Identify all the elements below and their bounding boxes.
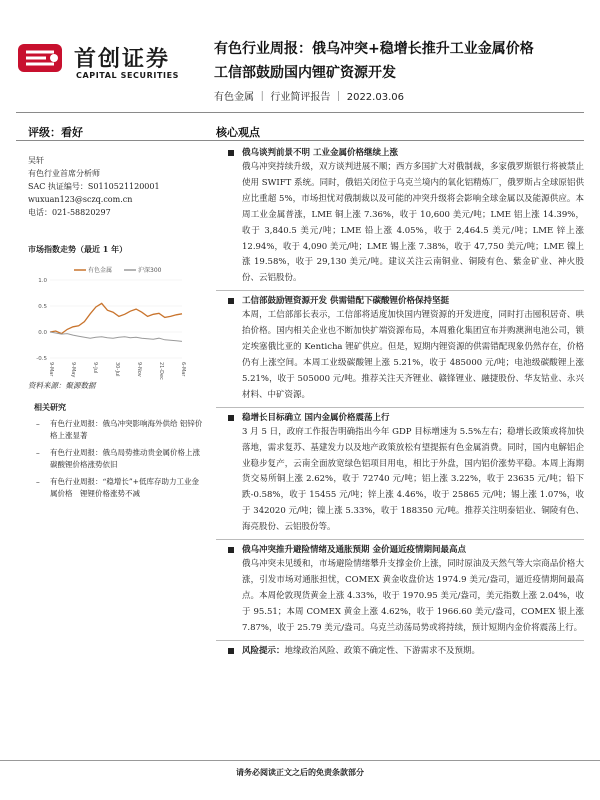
- section-heading: 稳增长目标确立 国内金属价格震荡上行: [216, 411, 584, 425]
- section-separator: [216, 539, 584, 540]
- related-item[interactable]: – 有色行业周报：俄乌局势推动贵金属价格上涨 碳酸锂价格涨势依旧: [36, 448, 200, 469]
- y-tick-label: 0.0: [38, 330, 47, 336]
- rating: [28, 124, 83, 140]
- bullet-square-icon: [228, 298, 234, 304]
- related-research-list: [28, 418, 204, 505]
- section-heading: 俄乌冲突推升避险情绪及通胀预期 金价逼近疫情期间最高点: [216, 543, 584, 557]
- header-divider: [16, 112, 584, 113]
- y-tick-label: 1.0: [38, 278, 47, 284]
- report-title-line2: 工信部鼓励国内锂矿资源开发: [214, 65, 396, 81]
- bullet-square-icon: [228, 648, 234, 654]
- analyst-phone: 电话：021-58820297: [28, 208, 111, 217]
- x-tick-label: 9-Mar: [48, 362, 54, 377]
- x-tick-label: 9-Nov: [136, 362, 142, 377]
- section-body: 本周，工信部部长表示，工信部将适度加快国内锂资源的开发进度，同时打击囤积居奇、哄抬价格。国内相关企业也不断加快扩端资源布局，本周雅化集团宣布并购澳洲电池公司，锁定埃塞俄比亚的 Kenticha 锂矿供应。但是，短期内锂资源的供需错配现象仍然存在，价格仍有上涨空间。本周工业级碳酸锂上涨 5.21%，收于 485000 元/吨；电池级碳酸锂上涨 5.21%，收于 505000 元/吨。推荐关注天齐锂业、赣锋锂业、融捷股份、华友钴业、永兴材料、中矿资源。: [242, 310, 584, 400]
- bullet-square-icon: [228, 415, 234, 421]
- related-research-title: 相关研究: [34, 402, 66, 412]
- rating-label: 评级：: [28, 126, 61, 139]
- analyst-info: [28, 154, 203, 219]
- section-heading: 俄乌谈判前景不明 工业金属价格继续上涨: [216, 146, 584, 160]
- y-tick-label: -0.5: [36, 356, 47, 362]
- analyst-email[interactable]: wuxuan123@sczq.com.cn: [28, 195, 133, 204]
- market-index-chart: [28, 262, 188, 382]
- x-tick-label: 9-Jul: [92, 362, 98, 374]
- rating-value: 看好: [61, 126, 83, 139]
- core-viewpoints-title: 核心观点: [216, 126, 260, 139]
- section-separator: [216, 407, 584, 408]
- section-body: 俄乌冲突未见缓和，市场避险情绪攀升支撑金价上涨，同时原油及天然气等大宗商品价格大涨，引发市场对通胀担忧，COMEX 黄金收盘价达 1974.9 美元/盎司，逼近疫情期间最高点。本周伦敦现货黄金上涨 4.33%，收于 1970.95 美元/盎司，美元指数上涨 2.04%，收于 95.51；本周 COMEX 黄金上涨 4.62%，收于 1966.60 美元/盎司，COMEX 银上涨 7.87%，收于 25.79 美元/盎司。乌克兰动荡局势或将持续，预计短期内金价将震荡上行。: [242, 559, 584, 633]
- related-item[interactable]: – 有色行业周报：“稳增长”+低库存助力工业金属价格 锂锂价格涨势不减: [36, 477, 199, 498]
- legend-label-series-1: 有色金属: [88, 267, 113, 274]
- related-item[interactable]: – 有色行业周报：俄乌冲突影响海外供给 铝锌价格上涨显著: [36, 419, 203, 440]
- bullet-square-icon: [228, 547, 234, 553]
- section-divider: [16, 140, 584, 141]
- legend-label-series-2: 沪深300: [138, 267, 162, 274]
- report-title-line1: 有色行业周报：俄乌冲突+稳增长推升工业金属价格: [214, 41, 534, 57]
- x-tick-label: 21-Dec: [158, 362, 164, 380]
- section-heading: 工信部鼓励锂资源开发 供需错配下碳酸锂价格保持坚挺: [216, 294, 584, 308]
- chart-source: 资料来源：聚源数据: [28, 381, 96, 390]
- core-viewpoints: [216, 146, 584, 658]
- bullet-square-icon: [228, 150, 234, 156]
- chart-title: 市场指数走势（最近 1 年）: [28, 244, 128, 254]
- company-logo: [16, 38, 196, 84]
- section-separator: [216, 640, 584, 641]
- y-tick-label: 0.5: [38, 304, 47, 310]
- footer-disclaimer: 请务必阅读正文之后的免责条款部分: [236, 767, 364, 777]
- x-tick-label: 6-Mar: [180, 362, 186, 377]
- analyst-name: 吴轩: [28, 156, 44, 165]
- capital-securities-logo-icon: [16, 38, 66, 78]
- risk-label: 风险提示：: [242, 645, 285, 656]
- analyst-sac: SAC 执证编号：S0110521120001: [28, 182, 160, 191]
- report-meta: 有色金属 ｜ 行业简评报告 ｜ 2022.03.06: [214, 92, 404, 103]
- x-tick-label: 9-May: [70, 362, 76, 378]
- footer-divider: [0, 760, 600, 761]
- section-body: 俄乌冲突持续升级，双方谈判进展不顺；西方多国扩大对俄制裁，多家俄罗斯银行将被禁止使用 SWIFT 系统。同时，俄铝关闭位于乌克兰境内的氧化铝精炼厂，俄罗斯占全球原铝供应比重超 5%，市场担忧对俄制裁以及可能的冲突升级将会影响全球金属以及能源供应。本周工业金属普涨，LME 铜上涨 7.36%，收于 10,600 美元/吨；LME 铝上涨 14.39%，收于 3,840.5 美元/吨；LME 铅上涨 4.05%，收于 2,464.5 美元/吨；LME 锌上涨 12.94%，收于 4,090 美元/吨；LME 锡上涨 7.38%，收于 47,750 美元/吨；LME 镍上涨 19.58%，收于 29,130 美元/吨。建议关注云南铜业、铜陵有色、紫金矿业、神火股份、云铝股份。: [242, 162, 584, 284]
- section-separator: [216, 290, 584, 291]
- risk-text: 地缘政治风险、政策不确定性、下游需求不及预期。: [284, 645, 481, 656]
- analyst-role: 有色行业首席分析师: [28, 169, 100, 178]
- risk-warning: [216, 644, 584, 658]
- logo-text-en: CAPITAL SECURITIES: [76, 71, 180, 80]
- section-body: 3 月 5 日，政府工作报告明确指出今年 GDP 目标增速为 5.5%左右；稳增长政策或将加快落地，需求复苏、基建发力以及地产政策放松有望提振有色金属消费。同时，国内电解铝企业稳步复产，云南全面放宽绿色铝项目用电，相比于外盘，国内铝价涨势平稳。本周上海期货交易所铜上涨 2.62%，收于 72740 元/吨；铝上涨 3.22%，收于 23635 元/吨；铅下跌-0.58%，收于 15455 元/吨；锌上涨 4.46%，收于 25865 元/吨；锡上涨 1.07%，收于 342020 元/吨；镍上涨 5.33%，收于 188350 元/吨。推荐关注明泰铝业、铜陵有色、海亮股份、云铝股份等。: [242, 426, 584, 533]
- x-tick-label: 30-Jul: [114, 362, 120, 377]
- logo-text-cn: 首创证券: [74, 47, 171, 72]
